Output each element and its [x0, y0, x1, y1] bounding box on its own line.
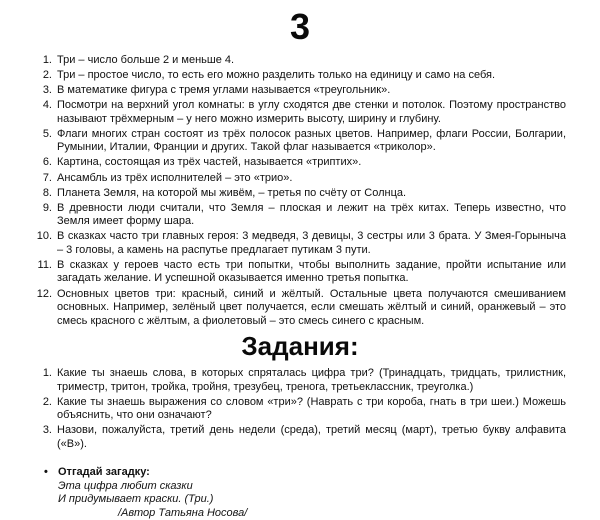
- fact-item: [31, 128, 566, 155]
- fact-text: Картина, состоящая из трёх частей, называется «триптих».: [57, 156, 362, 169]
- task-number: 2.: [42, 395, 52, 408]
- facts-list: [0, 54, 600, 328]
- riddle-line: И придумывает краски. (Три.): [58, 493, 214, 506]
- fact-number: 9.: [42, 201, 52, 214]
- tasks-heading: Задания:: [241, 331, 359, 362]
- fact-item: [31, 156, 566, 170]
- fact-number: 6.: [42, 156, 52, 169]
- fact-text: Три – число больше 2 и меньше 4.: [57, 54, 235, 66]
- riddle-heading: [44, 466, 600, 480]
- fact-text: В математике фигура с тремя углами называется «треугольник».: [57, 84, 391, 97]
- fact-text: В сказках часто три главных героя: 3 медведя, 3 девицы, 3 сестры или 3 брата. У Змея-Горыныча – 3 головы, а камень на распутье предлагает путикам 3 пути.: [57, 230, 566, 256]
- fact-item: [31, 69, 566, 83]
- task-text: Назови, пожалуйста, третий день недели (среда), третий месяц (март), третью букву алфавита («В»).: [57, 424, 566, 450]
- task-number: 3.: [42, 424, 52, 437]
- fact-item: [31, 202, 566, 229]
- riddle-lines: [44, 480, 600, 507]
- fact-text: В сказках у героев часто есть три попытки, чтобы выполнить задание, пройти испытание или загадать желание. И успешной оказывается именно третья попытка.: [57, 258, 566, 285]
- fact-number: 11.: [37, 258, 52, 271]
- fact-item: [31, 99, 566, 126]
- riddle-line: Эта цифра любит сказки: [58, 479, 193, 492]
- fact-text: Основных цветов три: красный, синий и жёлтый. Остальные цвета получаются смешиванием основных. Например, зелёный цвет получается, если смешать жёлтый и синий, оранжевый – это смесь красного с жёлтым, а фиолетовый – это смесь синего с красным.: [57, 287, 566, 327]
- fact-number: 4.: [42, 99, 52, 112]
- riddle-author: /Автор Татьяна Носова/: [118, 506, 248, 519]
- task-text: Какие ты знаешь слова, в которых спряталась цифра три? (Тринадцать, тридцать, трилистник, триместр, тритон, тройка, тройня, трезубец, тренога, третьеклассник, треуголка.): [57, 367, 566, 393]
- fact-item: [31, 84, 566, 98]
- fact-number: 3.: [42, 84, 52, 97]
- fact-item: [31, 172, 566, 186]
- fact-item: [31, 288, 566, 329]
- fact-number: 5.: [42, 127, 52, 140]
- fact-number: 1.: [42, 54, 52, 66]
- fact-text: В древности люди считали, что Земля – плоская и лежит на трёх китах. Теперь известно, что Земля имеет форму шара.: [57, 201, 566, 228]
- fact-item: [31, 259, 566, 286]
- task-number: 1.: [42, 367, 52, 380]
- page-title: 3: [289, 6, 311, 47]
- tasks-list: [0, 367, 600, 451]
- task-item: [31, 367, 566, 394]
- task-item: [31, 424, 566, 451]
- fact-text: Посмотри на верхний угол комнаты: в углу сходятся две стенки и потолок. Поэтому пространство называют трёхмерным – у него можно измерить высоту, ширину и глубину.: [57, 99, 566, 125]
- fact-text: Ансамбль из трёх исполнителей – это «трио».: [57, 171, 293, 184]
- bullet-icon: •: [44, 466, 48, 479]
- fact-item: [31, 230, 566, 257]
- fact-number: 2.: [42, 69, 52, 82]
- fact-item: [31, 187, 566, 201]
- fact-number: 7.: [42, 171, 52, 184]
- fact-item: [31, 54, 566, 68]
- fact-text: Флаги многих стран состоят из трёх полосок разных цветов. Например, флаги России, Болгарии, Румынии, Италии, Франции и других. Такой флаг называется «триколор».: [57, 127, 566, 154]
- fact-text: Планета Земля, на которой мы живём, – третья по счёту от Солнца.: [57, 186, 407, 199]
- fact-number: 8.: [42, 186, 52, 199]
- fact-text: Три – простое число, то есть его можно разделить только на единицу и само на себя.: [57, 69, 496, 82]
- riddle-section: [0, 466, 600, 520]
- fact-number: 12.: [36, 287, 52, 300]
- task-item: [31, 396, 566, 423]
- task-text: Какие ты знаешь выражения со словом «три»? (Наврать с три короба, гнать в три шеи.) Можешь объяснить, что они означают?: [57, 395, 566, 422]
- fact-number: 10.: [36, 230, 52, 243]
- riddle-label: Отгадай загадку:: [58, 466, 150, 479]
